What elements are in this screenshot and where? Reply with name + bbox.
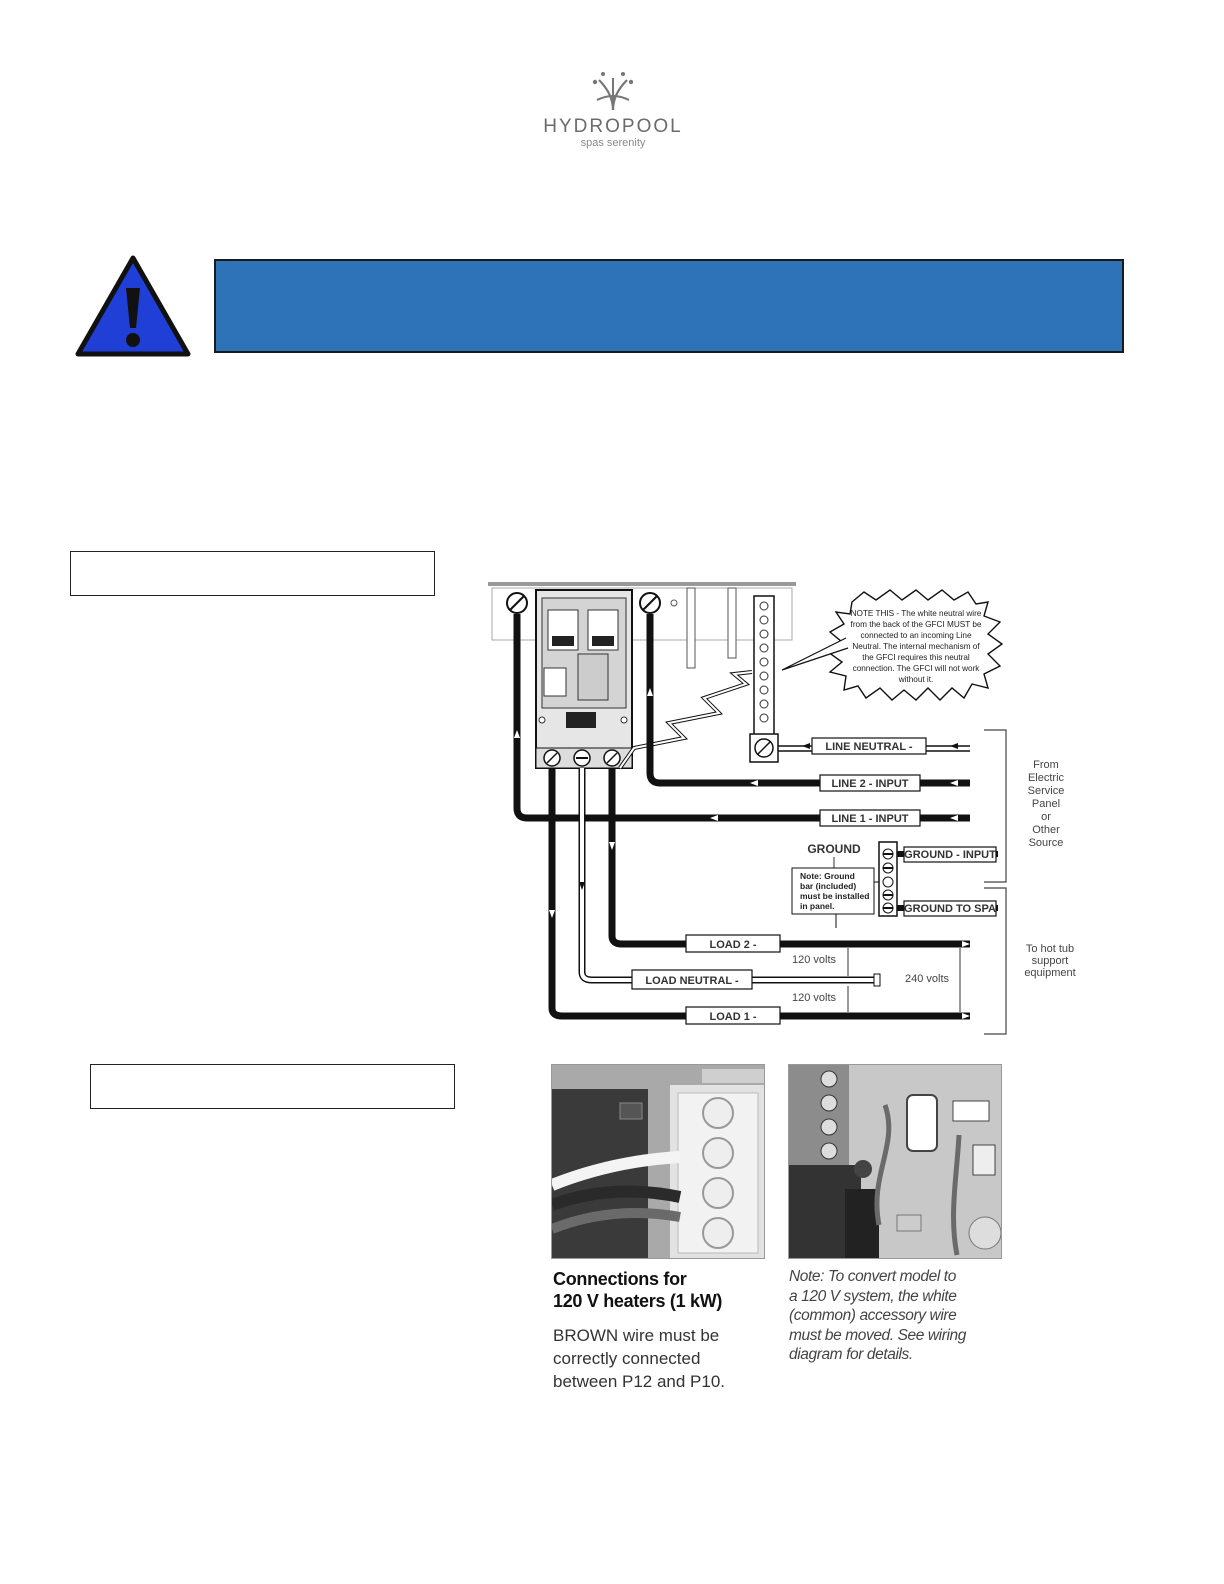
warning-triangle-icon	[74, 254, 192, 358]
from-source-line-2: Electric	[1027, 772, 1065, 784]
caption-title-line-1: Connections for	[553, 1269, 687, 1289]
ground-note-line-4: in panel.	[800, 901, 835, 911]
ground-bar	[879, 842, 897, 916]
note-line-3: connected to an incoming Line	[860, 631, 972, 640]
heater-terminal-photo	[551, 1064, 765, 1259]
caption-body-line-2: correctly connected	[553, 1349, 701, 1368]
caption-body-line-1: BROWN wire must be	[553, 1326, 720, 1345]
tag-line-neutral: LINE NEUTRAL -	[825, 741, 913, 753]
circuit-board-photo	[788, 1064, 1002, 1259]
from-source-line-7: Source	[1028, 837, 1064, 849]
conversion-note-line-2: a 120 V system, the white	[789, 1287, 957, 1305]
logo-mark-icon	[583, 70, 643, 114]
from-source-line-1: From	[1033, 759, 1059, 771]
note-line-4: Neutral. The internal mechanism of	[852, 642, 980, 651]
conversion-note-line-3: (common) accessory wire	[789, 1307, 957, 1324]
heater-connection-caption	[553, 1268, 793, 1393]
note-line-5: the GFCI requires this neutral	[862, 653, 970, 662]
tag-load-1: LOAD 1 -	[709, 1011, 757, 1023]
brand-name: HYDROPOOL	[543, 116, 683, 137]
neutral-bar	[750, 596, 778, 762]
caption-body-line-3: between P12 and P10.	[553, 1372, 726, 1391]
gfci-breaker	[536, 590, 632, 768]
tag-ground-input: GROUND - INPUT	[904, 849, 996, 861]
tag-line-2-input: LINE 2 - INPUT	[831, 778, 909, 790]
tag-load-2: LOAD 2 -	[709, 939, 757, 951]
caption-title-line-2: 120 V heaters (1 kW)	[553, 1291, 723, 1311]
ground-label: GROUND	[807, 842, 861, 856]
tag-ground-to-spa: GROUND TO SPA	[904, 903, 996, 915]
from-source-line-4: Panel	[1031, 798, 1061, 810]
ground-note-line-2: bar (included)	[800, 881, 857, 891]
to-hot-tub-line-2: support	[1031, 955, 1069, 967]
ground-note-line-3: must be installed	[800, 891, 870, 901]
conversion-note-line-4: must be moved. See wiring	[789, 1326, 966, 1344]
note-line-1: NOTE THIS - The white neutral wire	[850, 609, 982, 618]
voltage-240: 240 volts	[904, 973, 950, 985]
from-source-line-6: Other	[1032, 824, 1060, 836]
note-line-6: connection. The GFCI will not work	[852, 664, 980, 673]
section-label-box-1	[70, 551, 435, 596]
section-label-box-2	[90, 1064, 455, 1109]
note-line-2: from the back of the GFCI MUST be	[850, 620, 982, 629]
conversion-note-caption	[789, 1267, 1004, 1365]
brand-tagline: spas serenity	[580, 137, 646, 149]
gfci-wiring-diagram	[484, 578, 1104, 1048]
gfci-neutral-note-callout	[782, 590, 1002, 700]
note-line-7: without it.	[898, 675, 934, 684]
conversion-note-line-1: Note: To convert model to	[789, 1268, 956, 1285]
panel-screw-left-icon	[507, 593, 527, 613]
ground-note-line-1: Note: Ground	[800, 871, 855, 881]
tag-load-neutral: LOAD NEUTRAL -	[645, 975, 739, 987]
conversion-note-line-5: diagram for details.	[789, 1346, 913, 1363]
voltage-120-lower: 120 volts	[791, 992, 837, 1004]
to-hot-tub-line-1: To hot tub	[1025, 943, 1075, 955]
from-source-line-3: Service	[1027, 785, 1065, 797]
hydropool-logo	[528, 70, 698, 160]
to-hot-tub-line-3: equipment	[1024, 967, 1076, 979]
voltage-120-upper: 120 volts	[791, 954, 837, 966]
panel-screw-right-icon	[640, 593, 660, 613]
tag-line-1-input: LINE 1 - INPUT	[831, 813, 909, 825]
from-source-line-5: or	[1041, 811, 1051, 823]
warning-banner	[214, 259, 1124, 353]
